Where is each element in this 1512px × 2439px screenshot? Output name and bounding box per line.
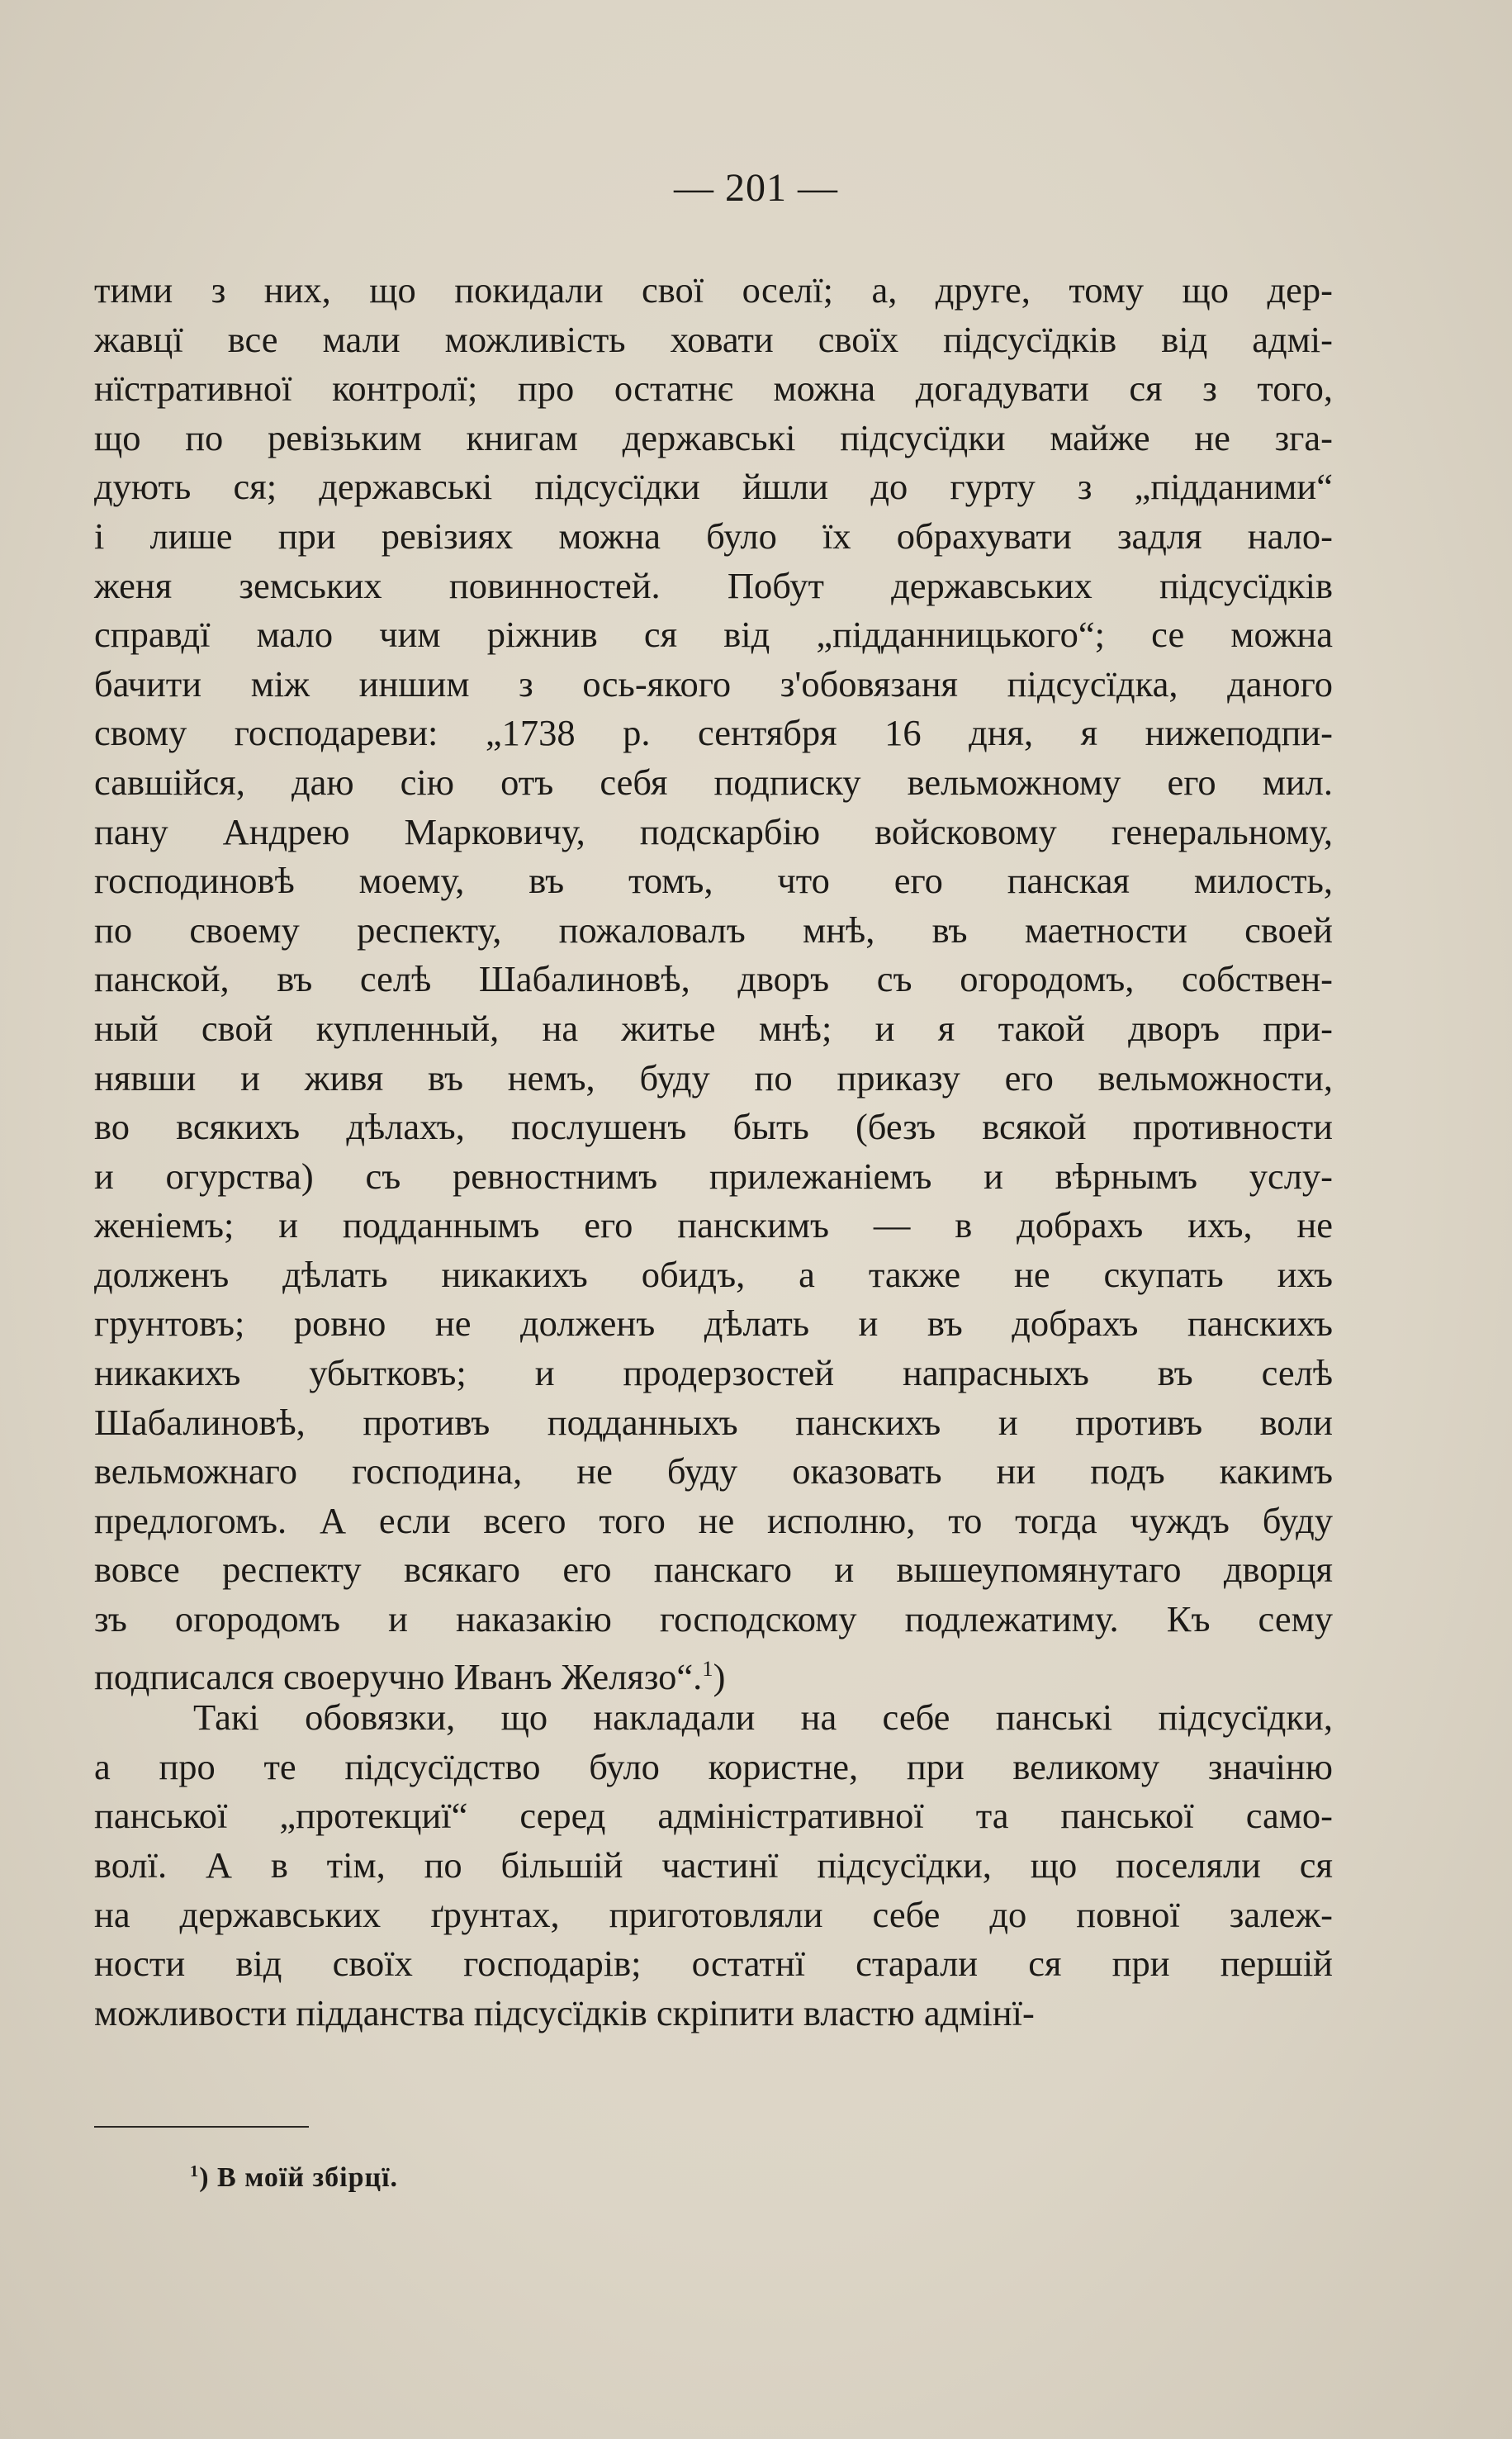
text-line-content: а про те підсусїдство було користне, при великому значіню	[94, 1745, 1333, 1787]
text-line-content: що по ревізьким книгам державські підсусїдки майже не зга-	[94, 416, 1333, 458]
footnote-reference-close: )	[713, 1655, 726, 1697]
text-line	[94, 808, 1333, 857]
text-line	[94, 1939, 1333, 1989]
body-text	[94, 266, 1333, 2038]
text-line	[94, 1299, 1333, 1349]
text-line	[94, 1103, 1333, 1152]
text-line-content: господиновѣ моему, въ томъ, что его панская милость,	[94, 860, 1333, 902]
text-line-content: панської „протекциї“ серед адміністративної та панської само-	[94, 1795, 1333, 1837]
text-line-content: Шабалиновѣ, противъ подданныхъ панскихъ и противъ воли	[94, 1401, 1333, 1443]
text-line-content: панской, въ селѣ Шабалиновѣ, дворъ съ огородомъ, собствен-	[94, 958, 1333, 1000]
text-line	[94, 1497, 1333, 1546]
text-line	[94, 1398, 1333, 1448]
text-line-content: Такі обовязки, що накладали на себе панські підсусїдки,	[193, 1696, 1333, 1739]
text-line-content: грунтовъ; ровно не долженъ дѣлать и въ добрахъ панскихъ	[94, 1303, 1333, 1345]
footnote-marker-close: )	[199, 2162, 210, 2194]
text-line	[94, 758, 1333, 808]
footnote-text: В моїй збірцї.	[217, 2162, 399, 2194]
text-line	[94, 364, 1333, 414]
text-line-content: бачити між иншим з ось-якого з'обовязаня підсусїдка, даного	[94, 662, 1333, 705]
text-line	[94, 1891, 1333, 1940]
text-line	[94, 1841, 1333, 1891]
text-line-content: справдї мало чим ріжнив ся від „підданницького“; се можна	[94, 614, 1333, 656]
text-line-content: пану Андрею Марковичу, подскарбію войсковому генеральному,	[94, 810, 1333, 852]
text-line	[94, 1250, 1333, 1300]
text-line-content: тими з них, що покидали свої оселї; а, друге, тому що дер-	[94, 269, 1333, 311]
footnote-marker: 1	[190, 2162, 200, 2180]
text-line-content: во всякихъ дѣлахъ, послушенъ быть (безъ всякой противности	[94, 1106, 1333, 1148]
text-line-content: савшійся, даю сію отъ себя подписку вельможному его мил.	[94, 761, 1333, 803]
text-line	[94, 1693, 1333, 1743]
footnote	[190, 2162, 398, 2194]
text-line-content: волї. А в тім, по більшій частинї підсусїдки, що поселяли ся	[94, 1844, 1333, 1886]
text-line-content: дують ся; державські підсусїдки йшли до гурту з „підданими“	[94, 466, 1333, 508]
text-line-content: зъ огородомъ и наказакію господскому подлежатиму. Къ сему	[94, 1598, 1333, 1640]
text-line-content: і лише при ревізиях можна було їх обрахувати задля нало-	[94, 515, 1333, 557]
text-line	[94, 1004, 1333, 1054]
page-number: — 201 —	[674, 166, 838, 210]
text-line	[94, 512, 1333, 562]
text-line-content: никакихъ убытковъ; и продерзостей напрасныхъ въ селѣ	[94, 1352, 1333, 1394]
text-line	[94, 955, 1333, 1004]
text-line	[94, 266, 1333, 316]
text-line-content: предлогомъ. А если всего того не исполню, то тогда чуждъ буду	[94, 1499, 1333, 1541]
text-line	[94, 1791, 1333, 1841]
text-line	[94, 709, 1333, 758]
text-line	[94, 660, 1333, 709]
text-line	[94, 1545, 1333, 1595]
text-line-content: женя земських повинностей. Побут державських підсусїдків	[94, 564, 1333, 606]
footnote-rule	[94, 2126, 309, 2128]
text-line	[94, 1743, 1333, 1792]
text-line	[94, 1989, 1333, 2038]
text-line-content: вельможнаго господина, не буду оказовать ни подъ какимъ	[94, 1450, 1333, 1492]
text-line	[94, 856, 1333, 906]
text-line-content: ный свой купленный, на житье мнѣ; и я такой дворъ при-	[94, 1007, 1333, 1049]
text-line	[94, 463, 1333, 512]
text-line-content: жавцї все мали можливість ховати своїх підсусїдків від адмі-	[94, 318, 1333, 360]
text-line	[94, 1152, 1333, 1202]
paragraph-1	[94, 266, 1333, 1697]
text-line	[94, 1201, 1333, 1250]
text-line	[94, 1644, 1333, 1697]
text-line	[94, 1447, 1333, 1497]
text-line	[94, 906, 1333, 956]
text-line-content: подписался своеручно Иванъ Желязо“.	[94, 1655, 703, 1697]
text-line	[94, 414, 1333, 463]
text-line-content: по своему респекту, пожаловалъ мнѣ, въ маетности своей	[94, 909, 1333, 951]
text-line	[94, 316, 1333, 365]
text-line-content: на державських ґрунтах, приготовляли себе до повної залеж-	[94, 1893, 1333, 1935]
paragraph-2	[94, 1693, 1333, 2038]
text-line	[94, 1595, 1333, 1644]
text-line-content: и огурства) съ ревностнимъ прилежаніемъ и вѣрнымъ услу-	[94, 1155, 1333, 1197]
text-line-content: долженъ дѣлать никакихъ обидъ, а также не скупать ихъ	[94, 1253, 1333, 1295]
text-line	[94, 562, 1333, 611]
text-line-content: ности від своїх господарів; остатнї старали ся при першій	[94, 1943, 1333, 1985]
text-line-content: нявши и живя въ немъ, буду по приказу его вельможности,	[94, 1056, 1333, 1098]
text-line-content: нїстративної контролї; про остатнє можна догадувати ся з того,	[94, 368, 1333, 410]
text-line-content: вовсе респекту всякаго его панскаго и вышеупомянутаго дворця	[94, 1549, 1333, 1591]
footnote-reference: 1	[702, 1655, 713, 1681]
text-line	[94, 1054, 1333, 1103]
text-line	[94, 1349, 1333, 1398]
text-line	[94, 610, 1333, 660]
text-line-content: свому господареви: „1738 р. сентября 16 дня, я нижеподпи-	[94, 712, 1333, 754]
text-line-content: можливости підданства підсусїдків скріпити властю адмінї-	[94, 1991, 1035, 2033]
text-line-content: женіемъ; и подданнымъ его панскимъ — в добрахъ ихъ, не	[94, 1204, 1333, 1246]
